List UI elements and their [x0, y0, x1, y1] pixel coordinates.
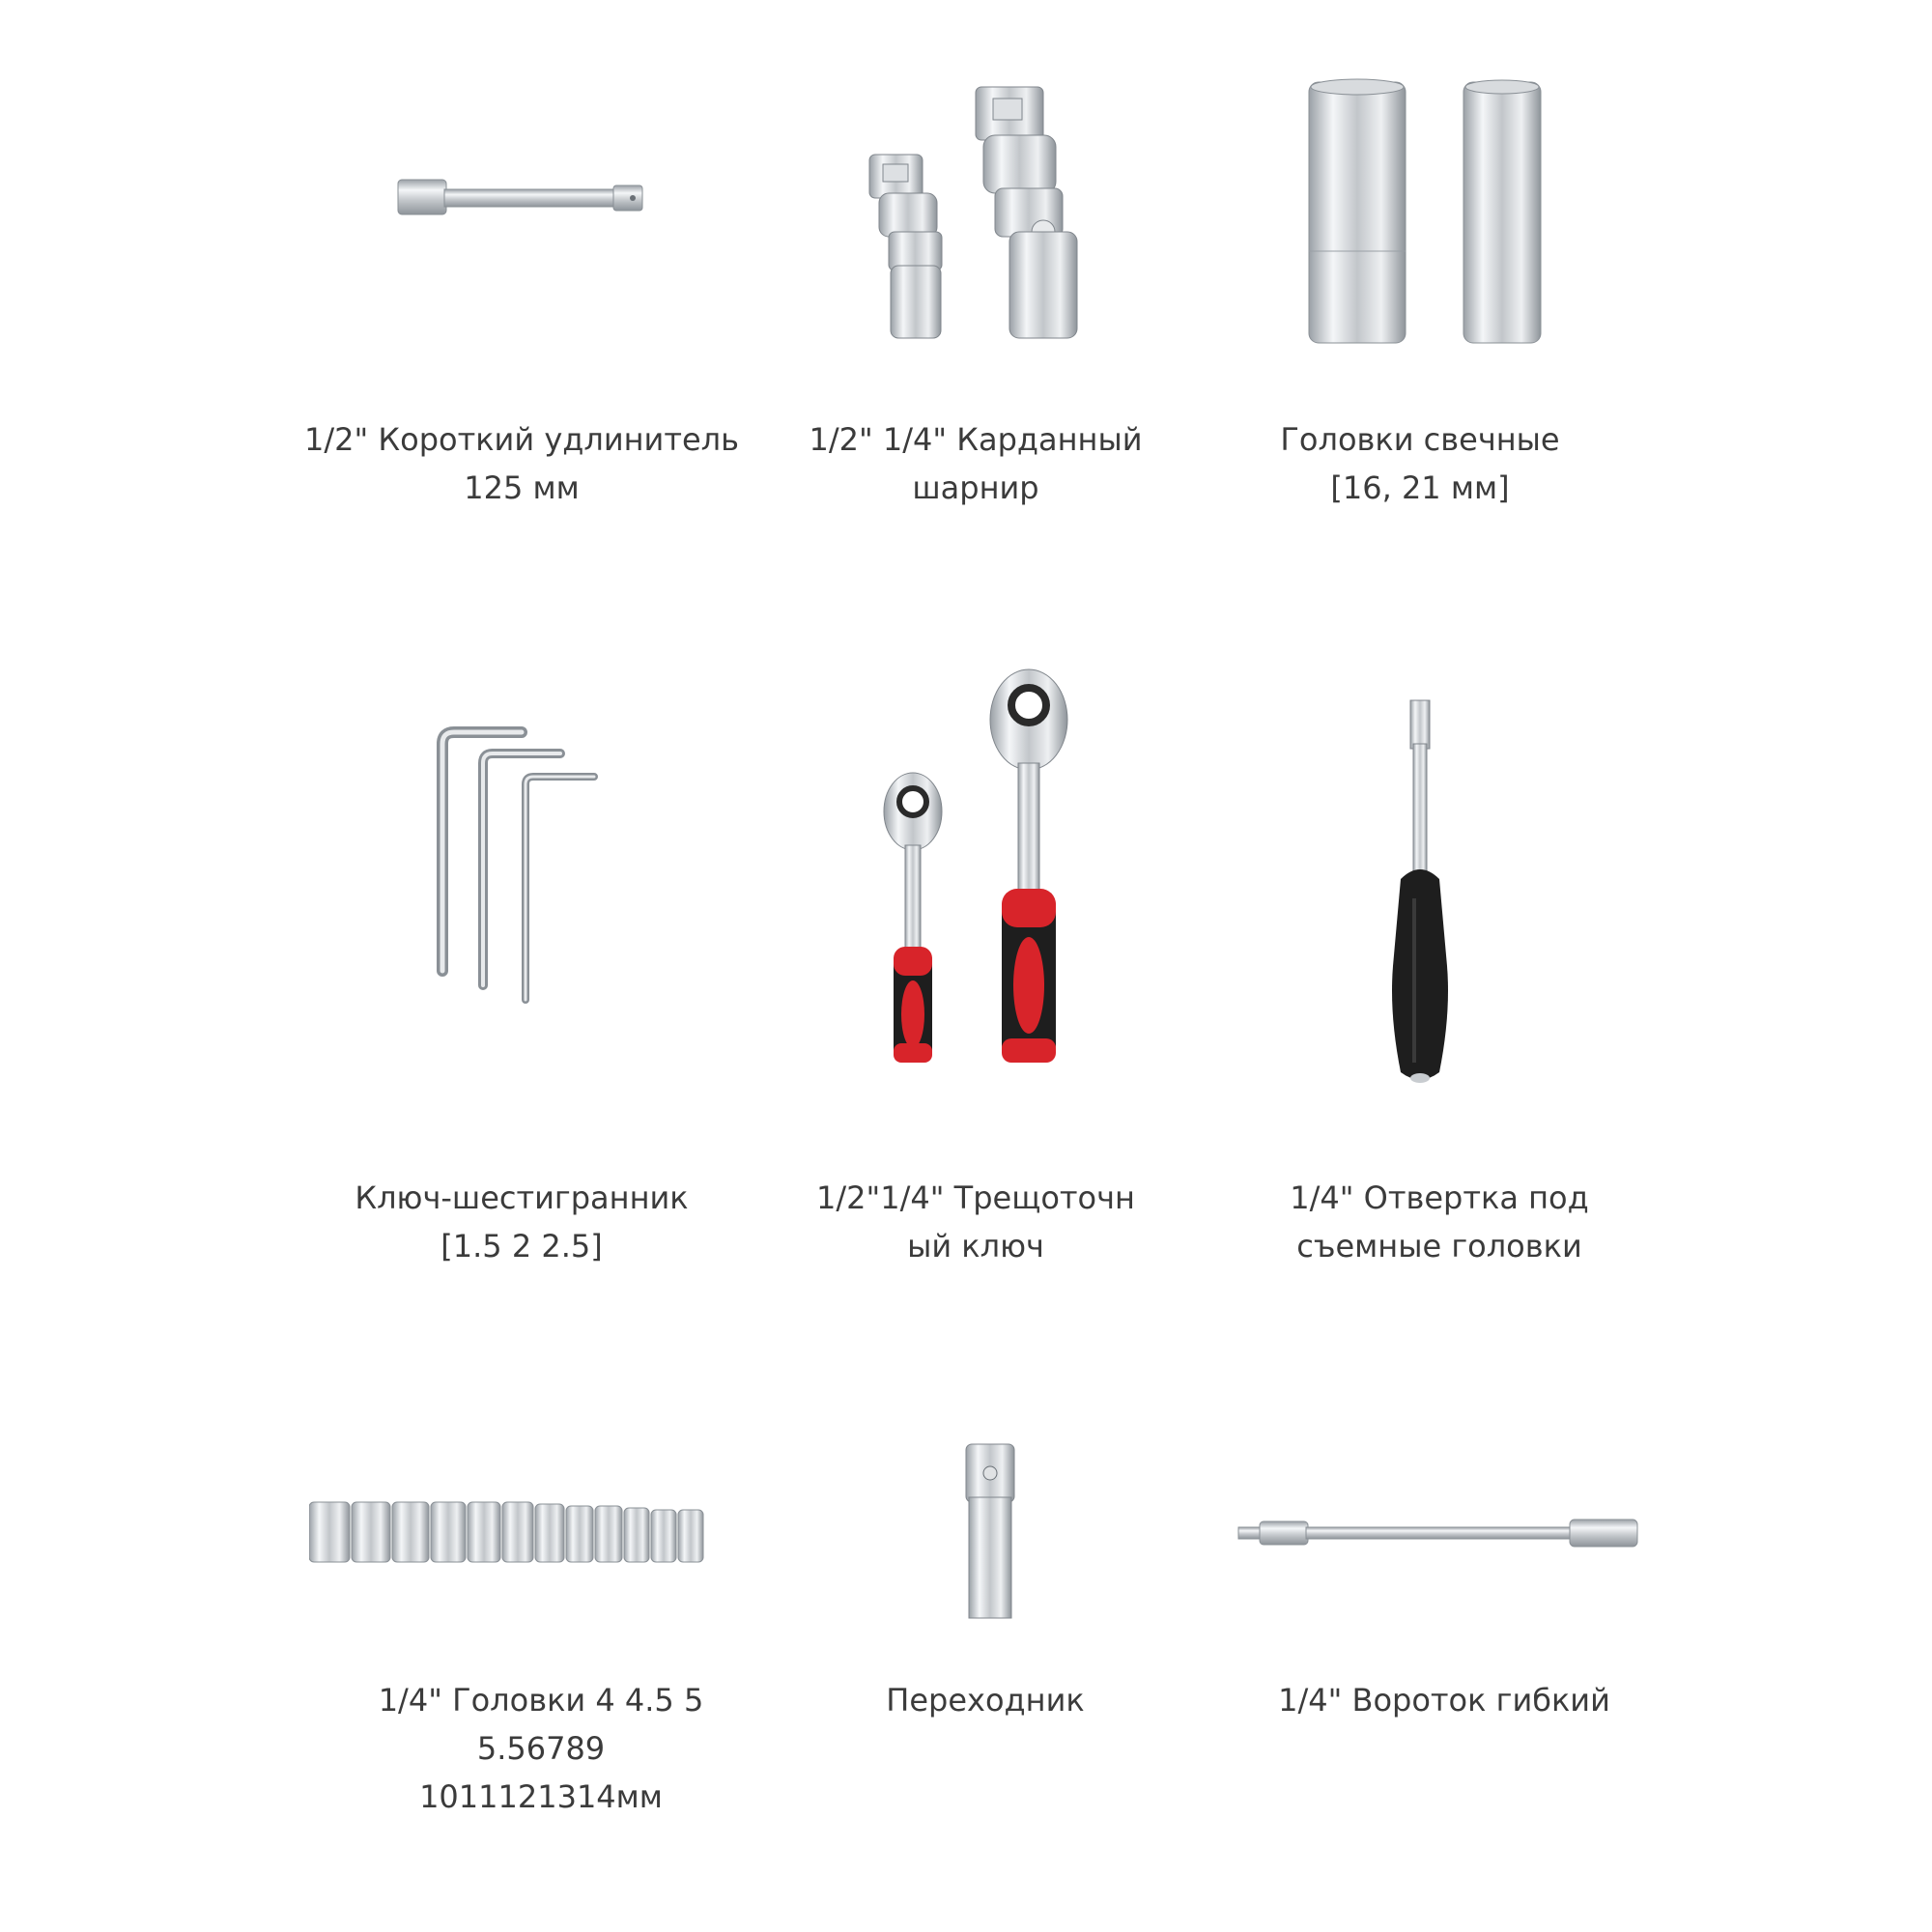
caption-spark-plug-sockets	[1188, 415, 1652, 512]
caption-bit-screwdriver	[1208, 1174, 1671, 1270]
caption-quarter-sockets	[299, 1676, 782, 1821]
caption-hex-key	[280, 1174, 763, 1270]
hex-key-image	[425, 724, 618, 1014]
caption-line: 1/4" Вороток гибкий	[1278, 1682, 1610, 1719]
caption-line: [16, 21 мм]	[1330, 469, 1510, 506]
caption-line: 5.56789	[476, 1730, 606, 1767]
adapter-image	[961, 1439, 1019, 1623]
short-extension-image	[396, 174, 647, 222]
caption-line: Переходник	[886, 1682, 1085, 1719]
caption-adapter	[763, 1676, 1208, 1724]
caption-line: 1/2" Короткий удлинитель	[304, 421, 739, 458]
flexible-extension-image	[1236, 1512, 1642, 1555]
caption-line: 1/4" Головки 4 4.5 5	[378, 1682, 704, 1719]
caption-line: [1.5 2 2.5]	[440, 1228, 603, 1264]
caption-line: ый ключ	[907, 1228, 1044, 1264]
caption-line: 1/2" 1/4" Карданный	[809, 421, 1143, 458]
caption-line: 1/2"1/4" Трещоточн	[816, 1179, 1135, 1216]
quarter-sockets-image	[309, 1492, 734, 1565]
caption-universal-joint	[734, 415, 1217, 512]
caption-short-extension	[270, 415, 773, 512]
caption-ratchet-wrench	[734, 1174, 1217, 1270]
caption-line: 125 мм	[464, 469, 580, 506]
caption-flexible-extension	[1208, 1676, 1681, 1724]
caption-line: шарнир	[912, 469, 1039, 506]
bit-screwdriver-image	[1372, 696, 1468, 1092]
caption-line: Головки свечные	[1280, 421, 1560, 458]
caption-line: 1/4" Отвертка под	[1290, 1179, 1589, 1216]
ratchet-wrench-image	[869, 667, 1101, 1072]
caption-line: съемные головки	[1296, 1228, 1582, 1264]
spark-plug-sockets-image	[1304, 77, 1555, 348]
universal-joint-image	[850, 77, 1101, 357]
caption-line: 1011121314мм	[419, 1778, 663, 1815]
caption-line: Ключ-шестигранник	[355, 1179, 689, 1216]
